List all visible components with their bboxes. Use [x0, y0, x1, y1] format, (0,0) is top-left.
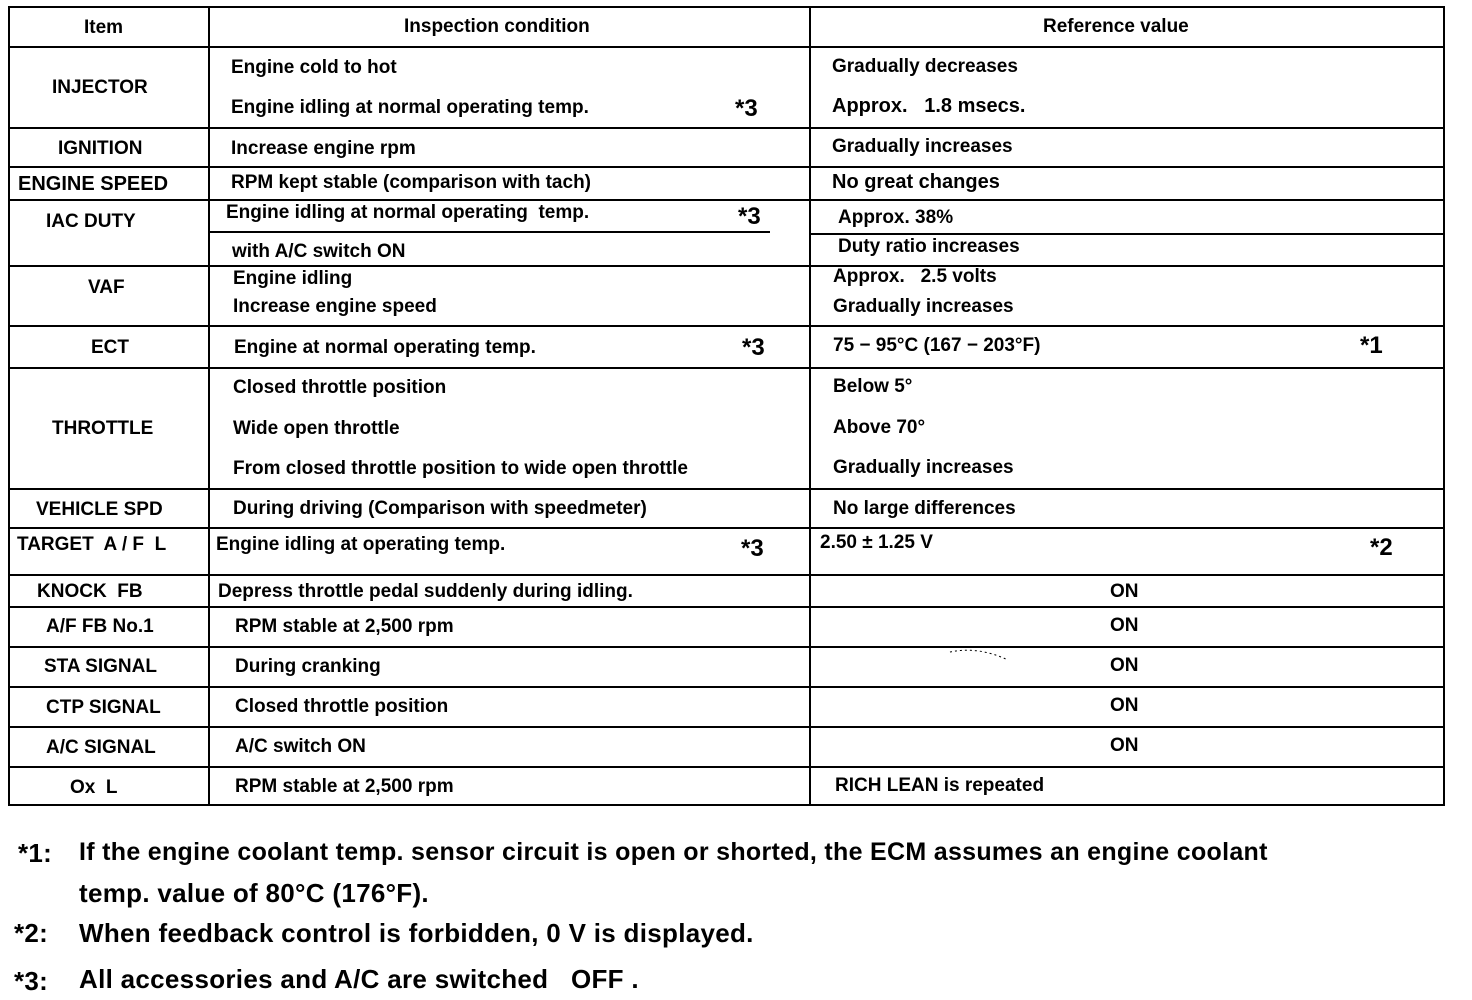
row-divider: [8, 574, 1445, 576]
item-injector: INJECTOR: [52, 77, 148, 98]
reference-value: No large differences: [833, 498, 1016, 519]
stray-mark: [948, 646, 1018, 666]
row-divider: [8, 199, 1445, 201]
row-divider: [811, 233, 1445, 235]
reference-value: 75 − 95°C (167 − 203°F): [833, 335, 1041, 356]
reference-value: Approx. 1.8 msecs.: [832, 95, 1026, 117]
condition: A/C switch ON: [235, 736, 366, 757]
row-divider: [8, 606, 1445, 608]
note-mark: *3: [742, 334, 765, 361]
row-divider: [8, 527, 1445, 529]
row-divider: [210, 231, 770, 233]
footnote-2-line-1: When feedback control is forbidden, 0 V is displayed.: [79, 918, 754, 948]
reference-value: Duty ratio increases: [838, 236, 1020, 257]
row-divider: [8, 726, 1445, 728]
condition: During cranking: [235, 656, 381, 677]
row-divider: [8, 127, 1445, 129]
note-mark: *3: [741, 535, 764, 562]
condition: Depress throttle pedal suddenly during idling.: [218, 581, 633, 602]
row-divider: [8, 766, 1445, 768]
footnote-mark-3: *3:: [14, 966, 49, 996]
reference-value: Approx. 2.5 volts: [833, 266, 997, 287]
note-mark: *3: [738, 203, 761, 230]
reference-value: Above 70°: [833, 417, 926, 438]
footnote-mark-2: *2:: [14, 918, 49, 948]
reference-value: ON: [1110, 735, 1139, 756]
item-ox-l: Ox L: [70, 777, 118, 798]
header-item: Item: [84, 17, 124, 38]
note-mark: *3: [735, 95, 758, 122]
footnote-3-line-1: All accessories and A/C are switched OFF .: [79, 964, 639, 994]
reference-value: ON: [1110, 615, 1139, 636]
footnote-1-line-2: temp. value of 80°C (176°F).: [79, 878, 429, 908]
condition: Engine idling at operating temp.: [216, 534, 506, 555]
footnote-1-line-1: If the engine coolant temp. sensor circuit is open or shorted, the ECM assumes an engine coolant: [79, 838, 1268, 866]
item-target-af-l: TARGET A / F L: [17, 534, 167, 555]
value-note-mark: *2: [1370, 534, 1393, 561]
item-ignition: IGNITION: [58, 138, 143, 159]
row-divider: [8, 166, 1445, 168]
row-divider: [8, 46, 1445, 48]
condition: Wide open throttle: [233, 418, 400, 439]
reference-value: Approx. 38%: [838, 207, 954, 228]
row-divider: [8, 488, 1445, 490]
reference-value: ON: [1110, 695, 1139, 716]
item-sta-signal: STA SIGNAL: [44, 656, 157, 677]
reference-value: ON: [1110, 581, 1139, 602]
value-note-mark: *1: [1360, 332, 1383, 359]
item-ctp-signal: CTP SIGNAL: [46, 697, 161, 718]
item-vehicle-spd: VEHICLE SPD: [36, 499, 163, 520]
row-divider: [8, 686, 1445, 688]
item-knock-fb: KNOCK FB: [37, 581, 143, 602]
reference-value: Below 5°: [833, 376, 913, 397]
condition: RPM stable at 2,500 rpm: [235, 776, 454, 797]
reference-value: 2.50 ± 1.25 V: [820, 532, 933, 553]
condition: Engine cold to hot: [231, 57, 397, 78]
footnote-mark-1: *1:: [18, 838, 53, 868]
reference-value: RICH LEAN is repeated: [835, 775, 1045, 796]
condition: RPM kept stable (comparison with tach): [231, 172, 591, 193]
condition: From closed throttle position to wide open throttle: [233, 458, 688, 479]
item-ect: ECT: [91, 337, 129, 358]
condition: Engine at normal operating temp.: [234, 337, 536, 358]
header-inspection-condition: Inspection condition: [404, 16, 590, 37]
condition: Engine idling at normal operating temp.: [226, 202, 590, 223]
item-vaf: VAF: [88, 277, 125, 298]
condition: with A/C switch ON: [232, 241, 406, 262]
row-divider: [8, 325, 1445, 327]
item-iac-duty: IAC DUTY: [46, 211, 136, 232]
reference-value: Gradually increases: [832, 136, 1013, 157]
condition: Engine idling: [233, 268, 353, 289]
item-engine-speed: ENGINE SPEED: [18, 173, 169, 195]
item-ac-signal: A/C SIGNAL: [46, 737, 156, 758]
row-divider: [8, 367, 1445, 369]
reference-value: ON: [1110, 655, 1139, 676]
condition: Engine idling at normal operating temp.: [231, 97, 589, 118]
condition: Increase engine rpm: [231, 138, 416, 159]
reference-value: No great changes: [832, 171, 1000, 193]
item-throttle: THROTTLE: [52, 418, 154, 439]
header-reference-value: Reference value: [1043, 16, 1189, 37]
condition: Closed throttle position: [235, 696, 449, 717]
row-divider: [8, 265, 1445, 267]
condition: Closed throttle position: [233, 377, 447, 398]
condition: During driving (Comparison with speedmeter): [233, 498, 647, 519]
reference-value: Gradually increases: [833, 457, 1014, 478]
row-divider: [8, 646, 1445, 648]
reference-value: Gradually increases: [833, 296, 1014, 317]
condition: RPM stable at 2,500 rpm: [235, 616, 454, 637]
item-af-fb-no1: A/F FB No.1: [46, 616, 154, 637]
reference-value: Gradually decreases: [832, 56, 1018, 77]
condition: Increase engine speed: [233, 296, 437, 317]
